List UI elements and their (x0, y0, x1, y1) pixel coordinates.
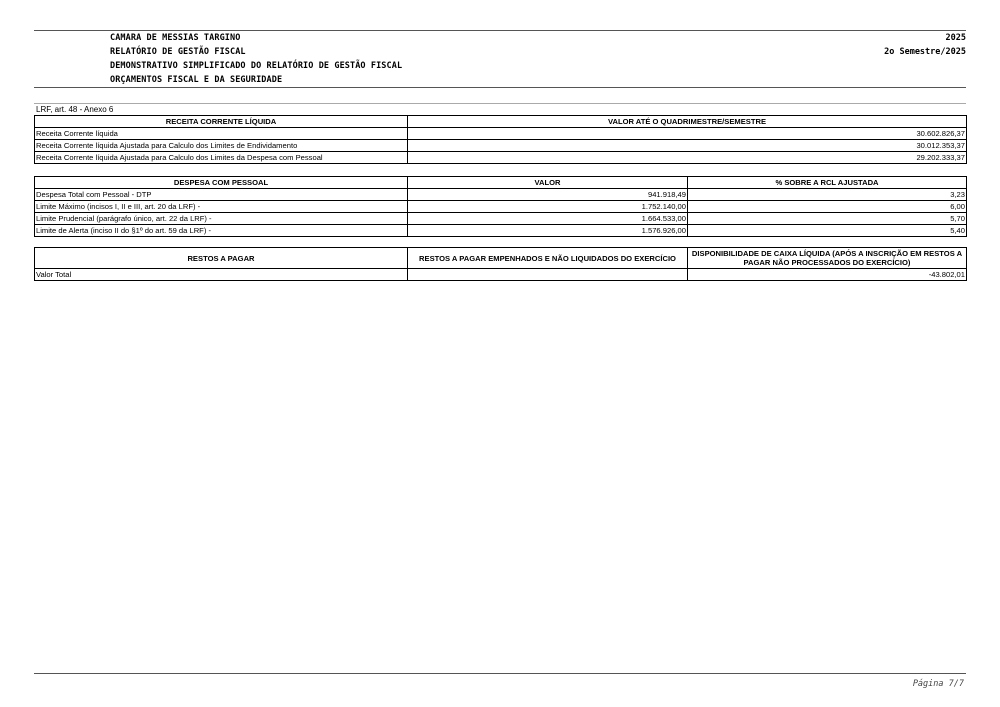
personnel-col-pct: % SOBRE A RCL AJUSTADA (688, 177, 967, 189)
row-value: 30.602.826,37 (408, 128, 967, 140)
footer-rule (34, 673, 966, 674)
row-value: 1.576.926,00 (408, 225, 688, 237)
row-cash: -43.802,01 (688, 269, 967, 281)
payables-table (34, 247, 967, 281)
personnel-col-label: DESPESA COM PESSOAL (35, 177, 408, 189)
row-value: 941.918,49 (408, 189, 688, 201)
header-top-rule (34, 30, 966, 31)
personnel-col-value: VALOR (408, 177, 688, 189)
row-label: Receita Corrente líquida Ajustada para Calculo dos Limites da Despesa com Pessoal (35, 152, 408, 164)
row-label: Limite Prudencial (parágrafo único, art. 22 da LRF) - (35, 213, 408, 225)
table-row (35, 128, 967, 140)
table-row (35, 152, 967, 164)
row-pct: 3,23 (688, 189, 967, 201)
row-pct: 5,70 (688, 213, 967, 225)
page-number: Página 7/7 (912, 679, 964, 689)
row-label: Receita Corrente líquida Ajustada para Calculo dos Limites de Endividamento (35, 140, 408, 152)
row-value: 1.664.533,00 (408, 213, 688, 225)
annex-top-rule (34, 103, 966, 104)
report-scope: ORÇAMENTOS FISCAL E DA SEGURIDADE (110, 75, 283, 85)
row-pct: 6,00 (688, 201, 967, 213)
rcl-table (34, 115, 967, 164)
row-label: Valor Total (35, 269, 408, 281)
row-label: Despesa Total com Pessoal - DTP (35, 189, 408, 201)
report-title: RELATÓRIO DE GESTÃO FISCAL (110, 47, 246, 57)
report-year: 2025 (945, 33, 966, 43)
payables-col-committed: RESTOS A PAGAR EMPENHADOS E NÃO LIQUIDADOS DO EXERCÍCIO (408, 248, 688, 269)
rcl-col-label: RECEITA CORRENTE LÍQUIDA (35, 116, 408, 128)
payables-col-label: RESTOS A PAGAR (35, 248, 408, 269)
report-subtitle: DEMONSTRATIVO SIMPLIFICADO DO RELATÓRIO DE GESTÃO FISCAL (110, 61, 403, 71)
table-row (35, 213, 967, 225)
payables-col-cash: DISPONIBILIDADE DE CAIXA LÍQUIDA (APÓS A INSCRIÇÃO EM RESTOS A PAGAR NÃO PROCESSADOS DO EXERCÍCIO) (688, 248, 967, 269)
row-value: 1.752.140,00 (408, 201, 688, 213)
row-label: Limite de Alerta (inciso II do §1º do art. 59 da LRF) - (35, 225, 408, 237)
rcl-col-value: VALOR ATÉ O QUADRIMESTRE/SEMESTRE (408, 116, 967, 128)
report-period: 2o Semestre/2025 (884, 47, 966, 57)
entity-name: CAMARA DE MESSIAS TARGINO (110, 33, 241, 43)
annex-reference: LRF, art. 48 - Anexo 6 (36, 105, 114, 114)
personnel-header-row (35, 177, 967, 189)
table-row (35, 269, 967, 281)
rcl-header-row (35, 116, 967, 128)
row-label: Limite Máximo (incisos I, II e III, art. 20 da LRF) - (35, 201, 408, 213)
row-value: 29.202.333,37 (408, 152, 967, 164)
table-row (35, 201, 967, 213)
row-committed (408, 269, 688, 281)
table-row (35, 189, 967, 201)
table-row (35, 140, 967, 152)
payables-header-row (35, 248, 967, 269)
row-value: 30.012.353,37 (408, 140, 967, 152)
row-pct: 5,40 (688, 225, 967, 237)
table-row (35, 225, 967, 237)
header-bottom-rule (34, 87, 966, 88)
row-label: Receita Corrente líquida (35, 128, 408, 140)
personnel-table (34, 176, 967, 237)
